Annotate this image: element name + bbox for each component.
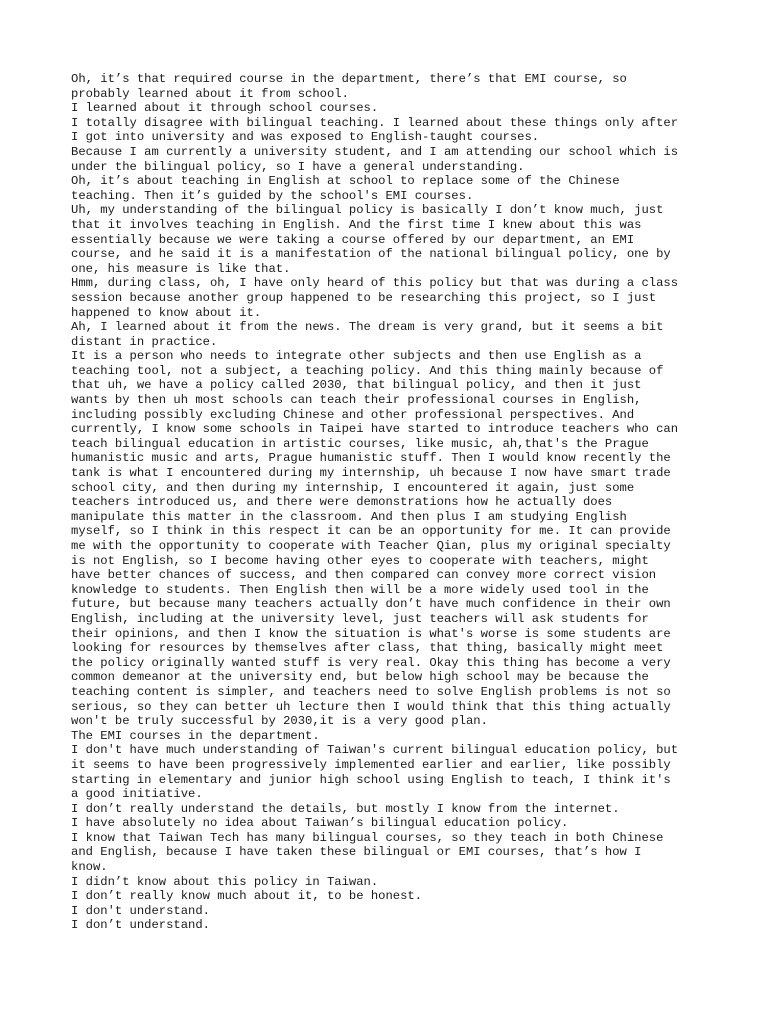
response-paragraph: I totally disagree with bilingual teaching. I learned about these things only after I got into university and was exposed to English-taught courses.: [71, 115, 679, 145]
document-page: [71, 72, 711, 933]
response-paragraph: Oh, it’s about teaching in English at school to replace some of the Chinese teaching. Then it’s guided by the school's EMI courses.: [71, 174, 620, 203]
response-paragraph: I have absolutely no idea about Taiwan’s bilingual education policy.: [71, 816, 569, 831]
response-paragraph: I don't understand.: [71, 903, 210, 918]
response-paragraph: Because I am currently a university student, and I am attending our school which is under the bilingual policy, so I have a general understanding.: [71, 144, 679, 174]
response-paragraph: The EMI courses in the department.: [71, 728, 320, 743]
response-paragraph: Oh, it’s that required course in the department, there’s that EMI course, so probably learned about it from school.: [71, 72, 627, 101]
response-paragraph: I don’t really understand the details, but mostly I know from the internet.: [71, 801, 620, 816]
response-paragraph: It is a person who needs to integrate other subjects and then use English as a teaching tool, not a subject, a teaching policy. And this thing mainly because of that uh, we have a policy called 2030, that bilingual policy, and then it just wants by then uh most schools can teach their professional courses in English, including possibly excluding Chinese and other professional perspectives. And currently, I know some schools in Taipei have started to introduce teachers who can teach bilingual education in artistic courses, like music, ah,that's the Prague humanistic music and arts, Prague humanistic stuff. Then I would know recently the tank is what I encountered during my internship, uh because I now have smart trade school city, and then during my internship, I encountered it again, just some teachers introduced us, and there were demonstrations how he actually does manipulate this matter in the classroom. And then plus I am studying English myself, so I think in this respect it can be an opportunity for me. It can provide me with the opportunity to cooperate with Teacher Qian, plus my original specialty is not English, so I become having other eyes to cooperate with teachers, might have better chances of success, and then compared can convey more correct vision knowledge to students. Then English then will be a more widely used tool in the future, but because many teachers actually don’t have much confidence in their own English, including at the university level, just teachers will ask students for their opinions, and then I know the situation is what's worse is some students are looking for resources by themselves after class, that thing, basically might meet the policy originally wanted stuff is very real. Okay this thing has become a very common demeanor at the university end, but below high school may be because the teaching content is simpler, and teachers need to solve English problems is not so serious, so they can better uh lecture then I would think that this thing actually won't be truly successful by 2030,it is a very good plan.: [71, 349, 679, 729]
response-paragraph: I don't have much understanding of Taiwan's current bilingual education policy, but it seems to have been progressively implemented earlier and earlier, like possibly starting in elementary and junior high school using English to teach, I think it's a good initiative.: [71, 743, 679, 802]
response-paragraph: Uh, my understanding of the bilingual policy is basically I don’t know much, just that it involves teaching in English. And the first time I knew about this was essentially because we were taking a course offered by our department, an EMI course, and he said it is a manifestation of the national bilingual policy, one by one, his measure is like that.: [71, 203, 671, 276]
response-paragraph: Hmm, during class, oh, I have only heard of this policy but that was during a class session because another group happened to be researching this project, so I just happened to know about it.: [71, 276, 679, 320]
response-paragraph: I learned about it through school courses.: [71, 101, 379, 116]
response-paragraph: Ah, I learned about it from the news. The dream is very grand, but it seems a bit distant in practice.: [71, 320, 664, 349]
response-paragraph: I don’t really know much about it, to be honest.: [71, 889, 423, 904]
response-paragraph: I don’t understand.: [71, 918, 210, 933]
response-paragraph: I know that Taiwan Tech has many bilingual courses, so they teach in both Chinese and English, because I have taken these bilingual or EMI courses, that’s how I know.: [71, 830, 664, 875]
response-paragraph: I didn’t know about this policy in Taiwan.: [71, 874, 379, 889]
